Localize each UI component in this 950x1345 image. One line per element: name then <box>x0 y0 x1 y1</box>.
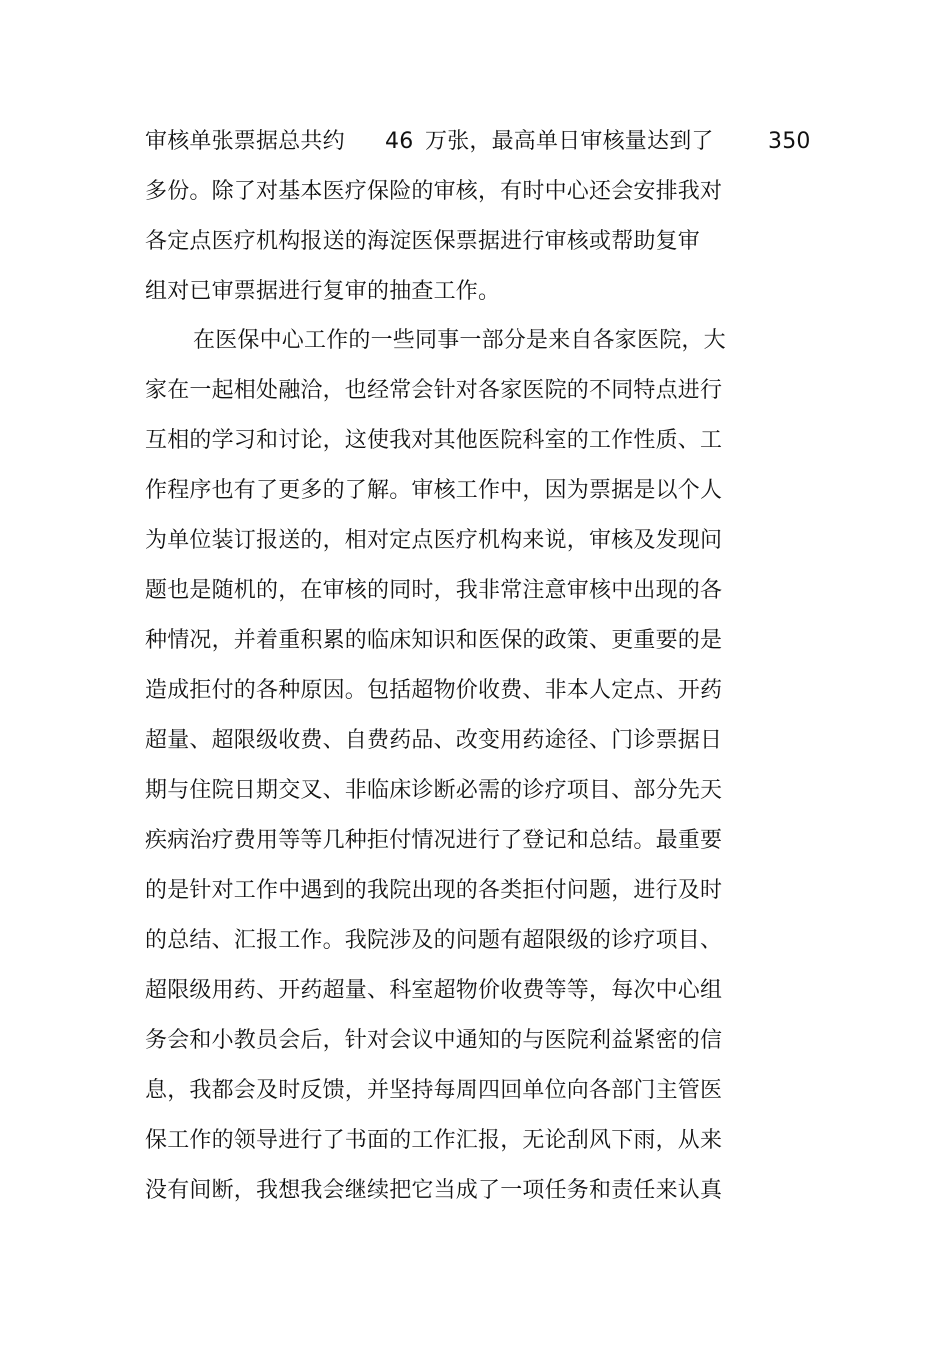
paragraph-2-line-6: 题也是随机的，在审核的同时，我非常注意审核中出现的各 <box>145 578 723 603</box>
paragraph-2-line-16: 息，我都会及时反馈，并坚持每周四回单位向各部门主管医 <box>145 1078 723 1103</box>
paragraph-1-line-3: 各定点医疗机构报送的海淀医保票据进行审核或帮助复审 <box>145 229 701 254</box>
text-segment: 万张，最高单日审核量达到了 <box>425 129 714 154</box>
paragraph-2-line-12: 的是针对工作中遇到的我院出现的各类拒付问题，进行及时 <box>145 878 723 903</box>
paragraph-2-line-14: 超限级用药、开药超量、科室超物价收费等等，每次中心组 <box>145 978 723 1003</box>
paragraph-2-line-17: 保工作的领导进行了书面的工作汇报，无论刮风下雨，从来 <box>145 1128 723 1153</box>
number-46: 46 <box>385 129 414 154</box>
paragraph-2-line-5: 为单位装订报送的，相对定点医疗机构来说，审核及发现问 <box>145 528 723 553</box>
number-350: 350 <box>768 129 811 154</box>
paragraph-2-line-2: 家在一起相处融洽，也经常会针对各家医院的不同特点进行 <box>145 378 723 403</box>
paragraph-1-line-2: 多份。除了对基本医疗保险的审核，有时中心还会安排我对 <box>145 179 723 204</box>
paragraph-2-line-13: 的总结、汇报工作。我院涉及的问题有超限级的诊疗项目、 <box>145 928 723 953</box>
text-segment: 审核单张票据总共约 <box>145 129 345 154</box>
paragraph-2-line-11: 疾病治疗费用等等几种拒付情况进行了登记和总结。最重要 <box>145 828 723 853</box>
paragraph-1-line-4: 组对已审票据进行复审的抽查工作。 <box>145 279 501 304</box>
paragraph-2-line-4: 作程序也有了更多的了解。审核工作中，因为票据是以个人 <box>145 478 723 503</box>
paragraph-2-line-3: 互相的学习和讨论，这使我对其他医院科室的工作性质、工 <box>145 428 723 453</box>
paragraph-2-line-7: 种情况，并着重积累的临床知识和医保的政策、更重要的是 <box>145 628 723 653</box>
paragraph-2-line-1: 在医保中心工作的一些同事一部分是来自各家医院，大 <box>193 328 726 353</box>
paragraph-2-line-10: 期与住院日期交叉、非临床诊断必需的诊疗项目、部分先天 <box>145 778 723 803</box>
paragraph-2-line-8: 造成拒付的各种原因。包括超物价收费、非本人定点、开药 <box>145 678 723 703</box>
paragraph-2-line-18: 没有间断，我想我会继续把它当成了一项任务和责任来认真 <box>145 1178 723 1203</box>
paragraph-2-line-9: 超量、超限级收费、自费药品、改变用药途径、门诊票据日 <box>145 728 723 753</box>
paragraph-2-line-15: 务会和小教员会后，针对会议中通知的与医院利益紧密的信 <box>145 1028 723 1053</box>
